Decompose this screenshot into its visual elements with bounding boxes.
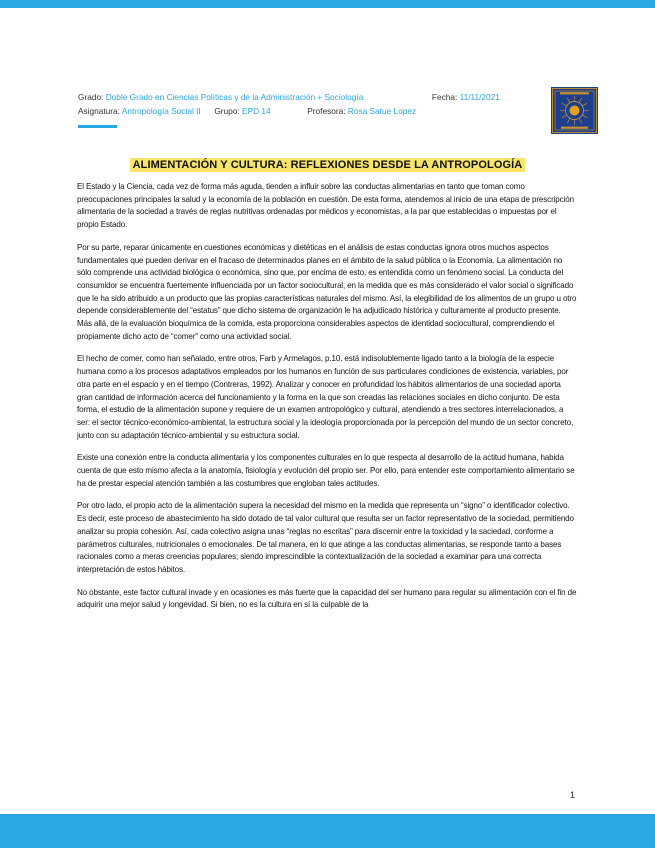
grado-label: Grado: <box>78 92 104 102</box>
paragraph: Por otro lado, el propio acto de la alimentación supera la necesidad del mismo en la medida que representa un “signo” o identificador colectivo. Es decir, este proceso de abastecimiento ha sido dotado de tal valor cultural que resulta ser un factor representativo de la sociedad, permitiendo analizar su propia cohesión. Así, cada colectivo asigna unas “reglas no escritas” para discernir entre la toxicidad y la saciedad, conforme a parámetros culturales, nutricionales o emocionales. De tal manera, en lo que atinge a las conductas alimentarias, se responde tanto a bases racionales como a meras creencias populares; siendo imprescindible la contextualización de la sociedad a examinar para una correcta interpretación de estos hábitos. <box>77 501 574 574</box>
paragraph: No obstante, este factor cultural invade y en ocasiones es más fuerte que la capacidad del ser humano para regular su alimentación con el fin de adquirir una mejor salud y longevidad. Si bien, no es la cultura en sí la culpable de la <box>77 587 577 610</box>
grado-value: Doble Grado en Ciencias Políticas y de la Administración + Sociología <box>105 92 364 102</box>
paragraph: El hecho de comer, como han señalado, entre otros, Farb y Armelagos, p.10. está indisolublemente ligado tanto a la biología de la especie humana como a los procesos adaptativos empleados por los humanos en función de sus particulares condiciones de existencia, variables, por otra parte en el espacio y en el tiempo (Contreras, 1992). Analizar y conocer en profundidad los hábitos alimentarios de una sociedad aporta gran cantidad de información acerca del funcionamiento y la forma en la que son creadas las relaciones sociales en dicho conjunto. De esta forma, el estudio de la alimentación supone y requiere de un examen antropológico y cultural, atendiendo a tres sectores interrelacionados, a ser: el sector técnico-económico-ambiental, la estructura social y la ideología proporcionada por la percepción del mundo de un sector concreto, junto con su adaptación técnico-ambiental y su estructura social. <box>77 354 574 440</box>
grupo-label: Grupo: <box>214 106 240 116</box>
profesora-label: Profesora: <box>307 106 346 116</box>
asignatura-label: Asignatura: <box>78 106 120 116</box>
profesora-value: Rosa Satue Lopez <box>347 106 417 116</box>
paragraph: Por su parte, reparar únicamente en cuestiones económicas y dietéticas en el análisis de estas conductas ignora otros muchos aspectos fundamentales que pueden derivar en el fracaso de determinados planes en el ámbito de la salud pública o la Economía. La alimentación no sólo comprende una actividad biológica o económica, sino que, por encima de esto, es entendida como un fenómeno social. La conducta del consumidor se encuentra fuertemente influenciada por un factor sociocultural, en la medida que es más considerado el valor social o significado que le ha sido atribuido a un producto que las propias características naturales del mismo. Así, la elegibilidad de los alimentos de un grupo u otro depende considerablemente del “estatus” que dicho sistema de organización le ha adjudicado histórica y culturamente al producto presente. Más allá, de la evaluación bioquímica de la comida, esta proporciona considerables aspectos de identidad sociocultural, comprendiendo el propiamente dicho acto de “comer” como una actividad social. <box>77 242 577 341</box>
fecha-label: Fecha: <box>431 92 458 102</box>
fecha-value: 11/11/2021 <box>459 92 500 102</box>
paragraph: El Estado y la Ciencia, cada vez de forma más aguda, tienden a influir sobre las conductas alimentarias en tanto que toman como preocupaciones principales la salud y la economía de la población en cuestión. De esta forma, atendemos al inicio de una etapa de prescripción alimentaria de la sociedad a través de reglas nutritivas ordenadas por médicos y economistas, a la par que establecidas o impuestas por el propio Estado. <box>77 182 574 230</box>
header-row-1 <box>78 90 538 104</box>
document-title: ALIMENTACIÓN Y CULTURA: REFLEXIONES DESDE LA ANTROPOLOGÍA <box>130 158 526 172</box>
document-header <box>78 90 538 118</box>
header-row-2 <box>78 104 538 118</box>
document-body <box>77 181 577 622</box>
paragraph: Existe una conexión entre la conducta alimentaria y los componentes culturales en lo que respecta al desarrollo de la actitud humana, habida cuenta de que esto mismo afecta a la anatomía, fisiología y evolución del propio ser. Por ello, para entender este comportamiento alimentario se ha de prestar especial atención también a las costumbres que engloban tales actitudes. <box>77 453 575 488</box>
header-accent-line <box>78 125 117 128</box>
grupo-value: EPD 14 <box>242 106 271 116</box>
bottom-accent-bar <box>0 814 655 848</box>
asignatura-value: Antropología Social II <box>121 106 201 116</box>
title-container <box>0 155 655 173</box>
university-logo <box>551 87 598 134</box>
top-accent-bar <box>0 0 655 8</box>
page-number: 1 <box>570 790 576 800</box>
